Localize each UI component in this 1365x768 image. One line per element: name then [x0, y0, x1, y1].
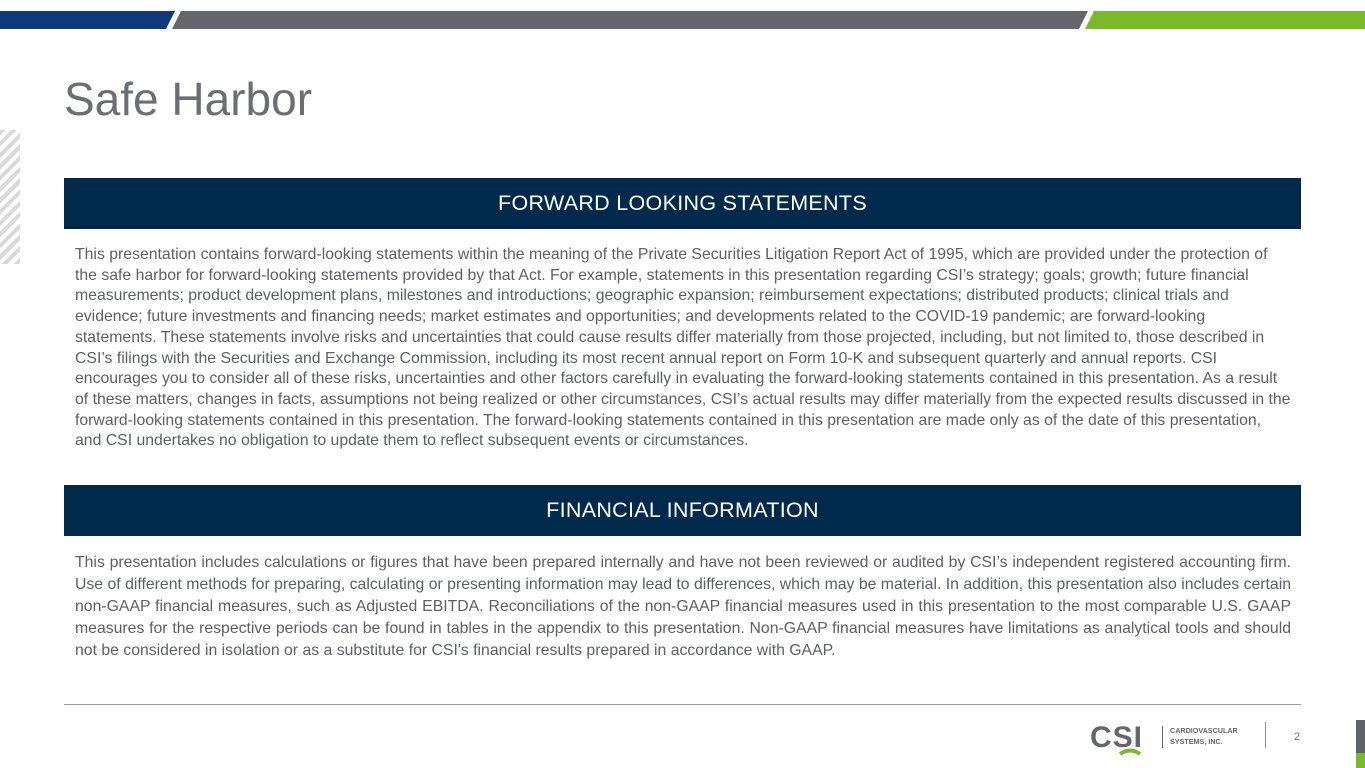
corner-accent-gray [1356, 720, 1365, 753]
csi-logo-icon [1090, 720, 1250, 756]
logo-divider [1265, 722, 1266, 748]
logo-line1: CARDIOVASCULAR [1170, 726, 1238, 735]
page-number: 2 [1294, 731, 1301, 743]
footer-divider [64, 704, 1301, 705]
logo-line2: SYSTEMS, INC. [1170, 737, 1223, 746]
financial-info-header-label: FINANCIAL INFORMATION [546, 498, 819, 522]
page-title: Safe Harbor [64, 73, 313, 125]
logo-mark: CSI [1090, 721, 1144, 754]
forward-looking-body: This presentation contains forward-looking statements within the meaning of the Private Securities Litigation Report Act of 1995, which are provided under the protection of the safe harbor for forward-looking statements provided by that Act. For example, statements in this presentation regarding CSI’s strategy; goals; growth; future financial measurements; product development plans, milestones and introductions; geographic expansion; reimbursement expectations; distributed products; clinical trials and evidence; future investments and financing needs; market estimates and opportunities; and developments related to the COVID-19 pandemic; are forward-looking statements. These statements involve risks and uncertainties that could cause results differ materially from those projected, including, but not limited to, those described in CSI’s filings with the Securities and Exchange Commission, including its most recent annual report on Form 10-K and subsequent quarterly and annual reports. CSI encourages you to consider all of these risks, uncertainties and other factors carefully in evaluating the forward-looking statements contained in this presentation. As a result of these matters, changes in facts, assumptions not being realized or other circumstances, CSI’s actual results may differ materially from the expected results discussed in the forward-looking statements contained in this presentation. The forward-looking statements contained in this presentation are made only as of the date of this presentation, and CSI undertakes no obligation to update them to reflect subsequent events or circumstances. [75, 246, 1291, 450]
forward-looking-header [64, 178, 1301, 229]
csi-logo [1090, 720, 1250, 756]
decorative-hatch [0, 130, 20, 264]
corner-accent-green [1356, 753, 1365, 768]
top-color-bar [0, 11, 1365, 29]
financial-info-header [64, 485, 1301, 536]
financial-info-body: This presentation includes calculations or figures that have been prepared internally and have not been reviewed or audited by CSI’s independent registered accounting firm. Use of different methods for preparing, calculating or presenting information may lead to differences, which may be material. In addition, this presentation also includes certain non-GAAP financial measures, such as Adjusted EBITDA. Reconciliations of the non-GAAP financial measures used in this presentation to the most comparable U.S. GAAP measures for the respective periods can be found in tables in the appendix to this presentation. Non-GAAP financial measures have limitations as analytical tools and should not be considered in isolation or as a substitute for CSI's financial results prepared in accordance with GAAP. [75, 554, 1291, 660]
forward-looking-header-label: FORWARD LOOKING STATEMENTS [498, 191, 867, 215]
